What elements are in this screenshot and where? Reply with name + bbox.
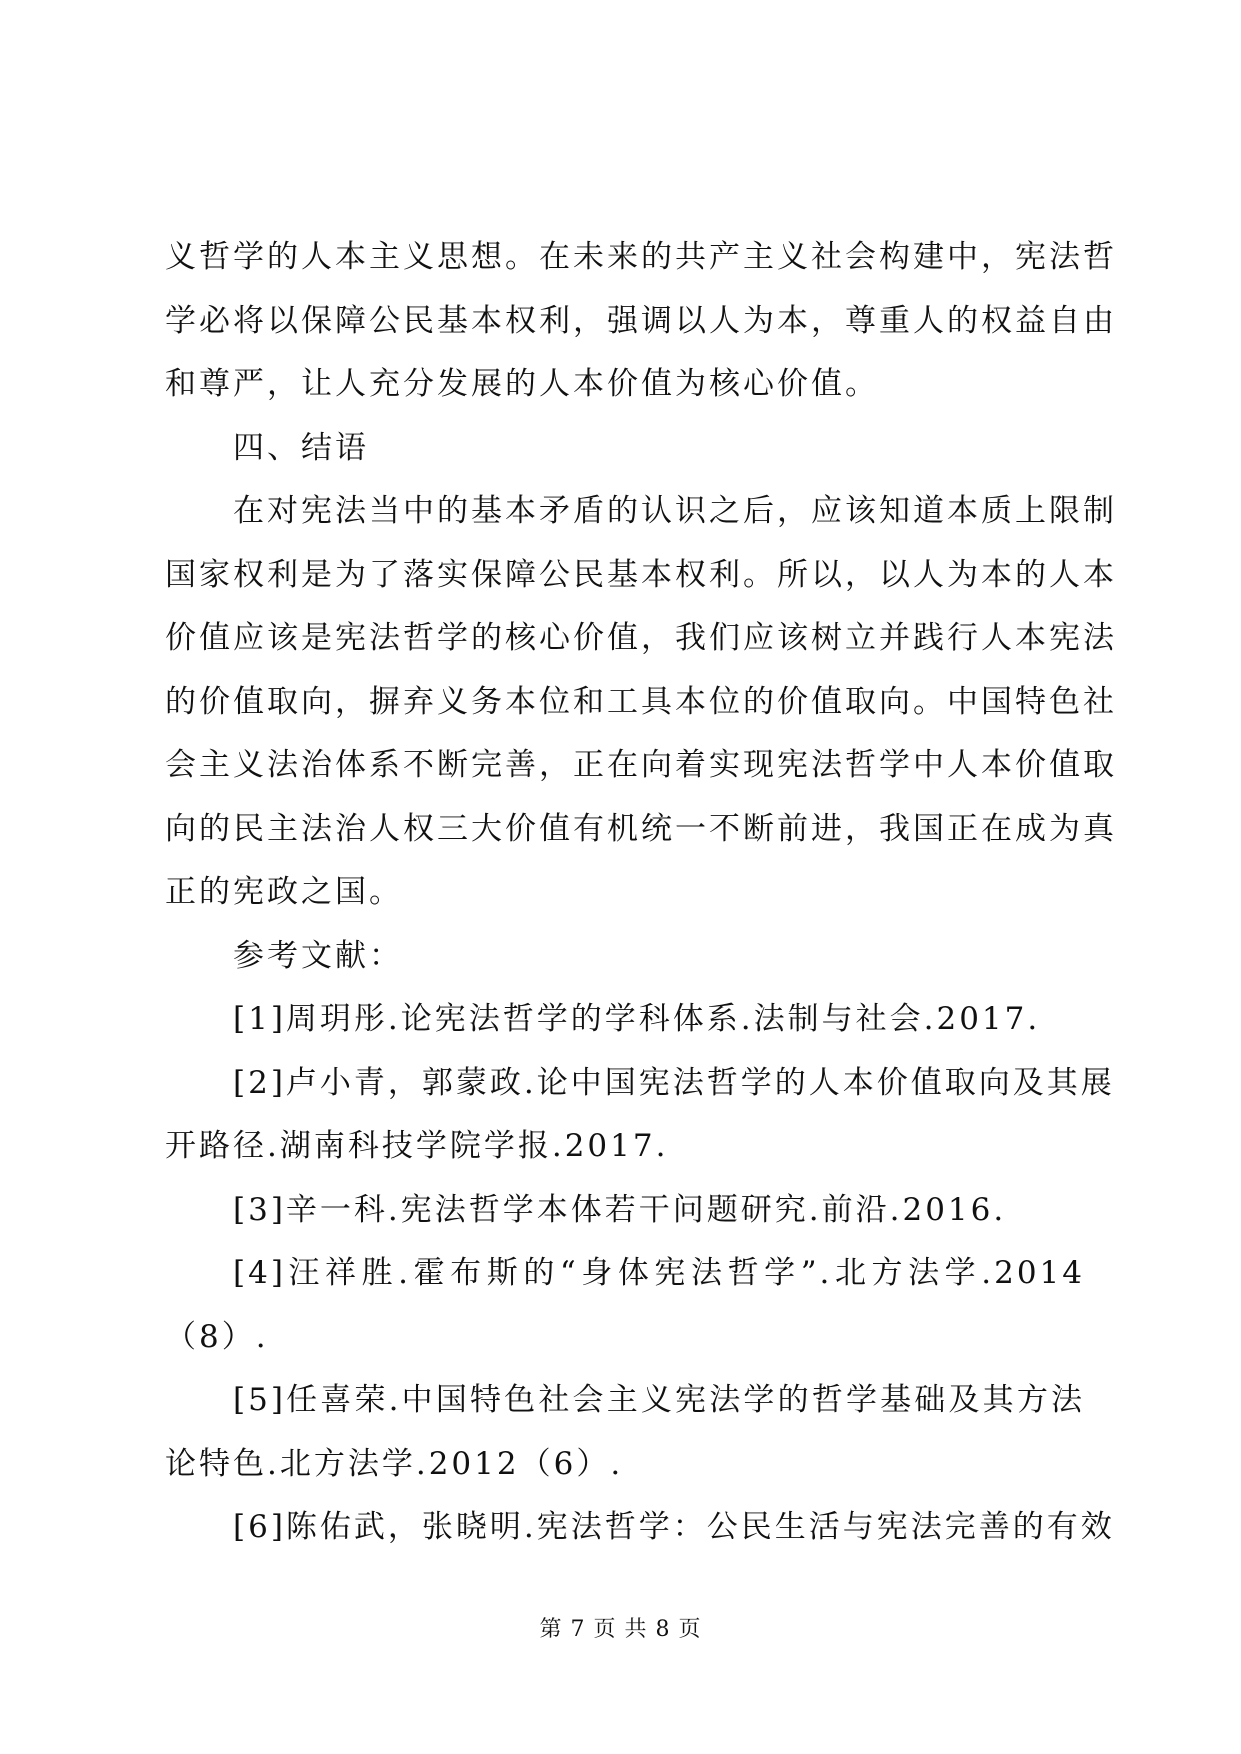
reference-item: [3]辛一科.宪法哲学本体若干问题研究.前沿.2016.: [233, 1191, 1007, 1228]
paragraph-line: 的价值取向，摒弃义务本位和工具本位的价值取向。中国特色社: [165, 683, 1117, 720]
references-heading: 参考文献：: [233, 937, 403, 974]
reference-item: [4]汪祥胜.霍布斯的“身体宪法哲学”.北方法学.2014: [233, 1255, 1085, 1291]
reference-item-continuation: 开路径.湖南科技学院学报.2017.: [165, 1128, 669, 1164]
reference-item: [1]周玥彤.论宪法哲学的学科体系.法制与社会.2017.: [233, 1001, 1041, 1037]
paragraph-line: 和尊严，让人充分发展的人本价值为核心价值。: [165, 366, 879, 402]
paragraph-line: 义哲学的人本主义思想。在未来的共产主义社会构建中，宪法哲: [165, 239, 1117, 275]
paragraph-line: 学必将以保障公民基本权利，强调以人为本，尊重人的权益自由: [165, 302, 1117, 339]
page-number: 第 7 页 共 8 页: [539, 1617, 702, 1642]
reference-item: [5]任喜荣.中国特色社会主义宪法学的哲学基础及其方法: [233, 1382, 1085, 1418]
body-text: [165, 226, 1117, 1560]
paragraph-line: 价值应该是宪法哲学的核心价值，我们应该树立并践行人本宪法: [165, 620, 1117, 656]
paragraph-line: 正的宪政之国。: [165, 874, 403, 910]
paragraph-line: 国家权利是为了落实保障公民基本权利。所以，以人为本的人本: [165, 556, 1117, 593]
paragraph-line: 向的民主法治人权三大价值有机统一不断前进，我国正在成为真: [165, 810, 1117, 847]
paragraph-line: 在对宪法当中的基本矛盾的认识之后，应该知道本质上限制: [233, 493, 1117, 529]
reference-item: [2]卢小青，郭蒙政.论中国宪法哲学的人本价值取向及其展: [233, 1064, 1115, 1101]
paragraph-line: 会主义法治体系不断完善，正在向着实现宪法哲学中人本价值取: [165, 747, 1117, 783]
reference-item-continuation: （8）.: [165, 1318, 269, 1355]
reference-item-continuation: 论特色.北方法学.2012（6）.: [165, 1445, 624, 1482]
section-heading: 四、结语: [233, 429, 369, 466]
reference-item: [6]陈佑武，张晓明.宪法哲学：公民生活与宪法完善的有效: [233, 1509, 1115, 1545]
